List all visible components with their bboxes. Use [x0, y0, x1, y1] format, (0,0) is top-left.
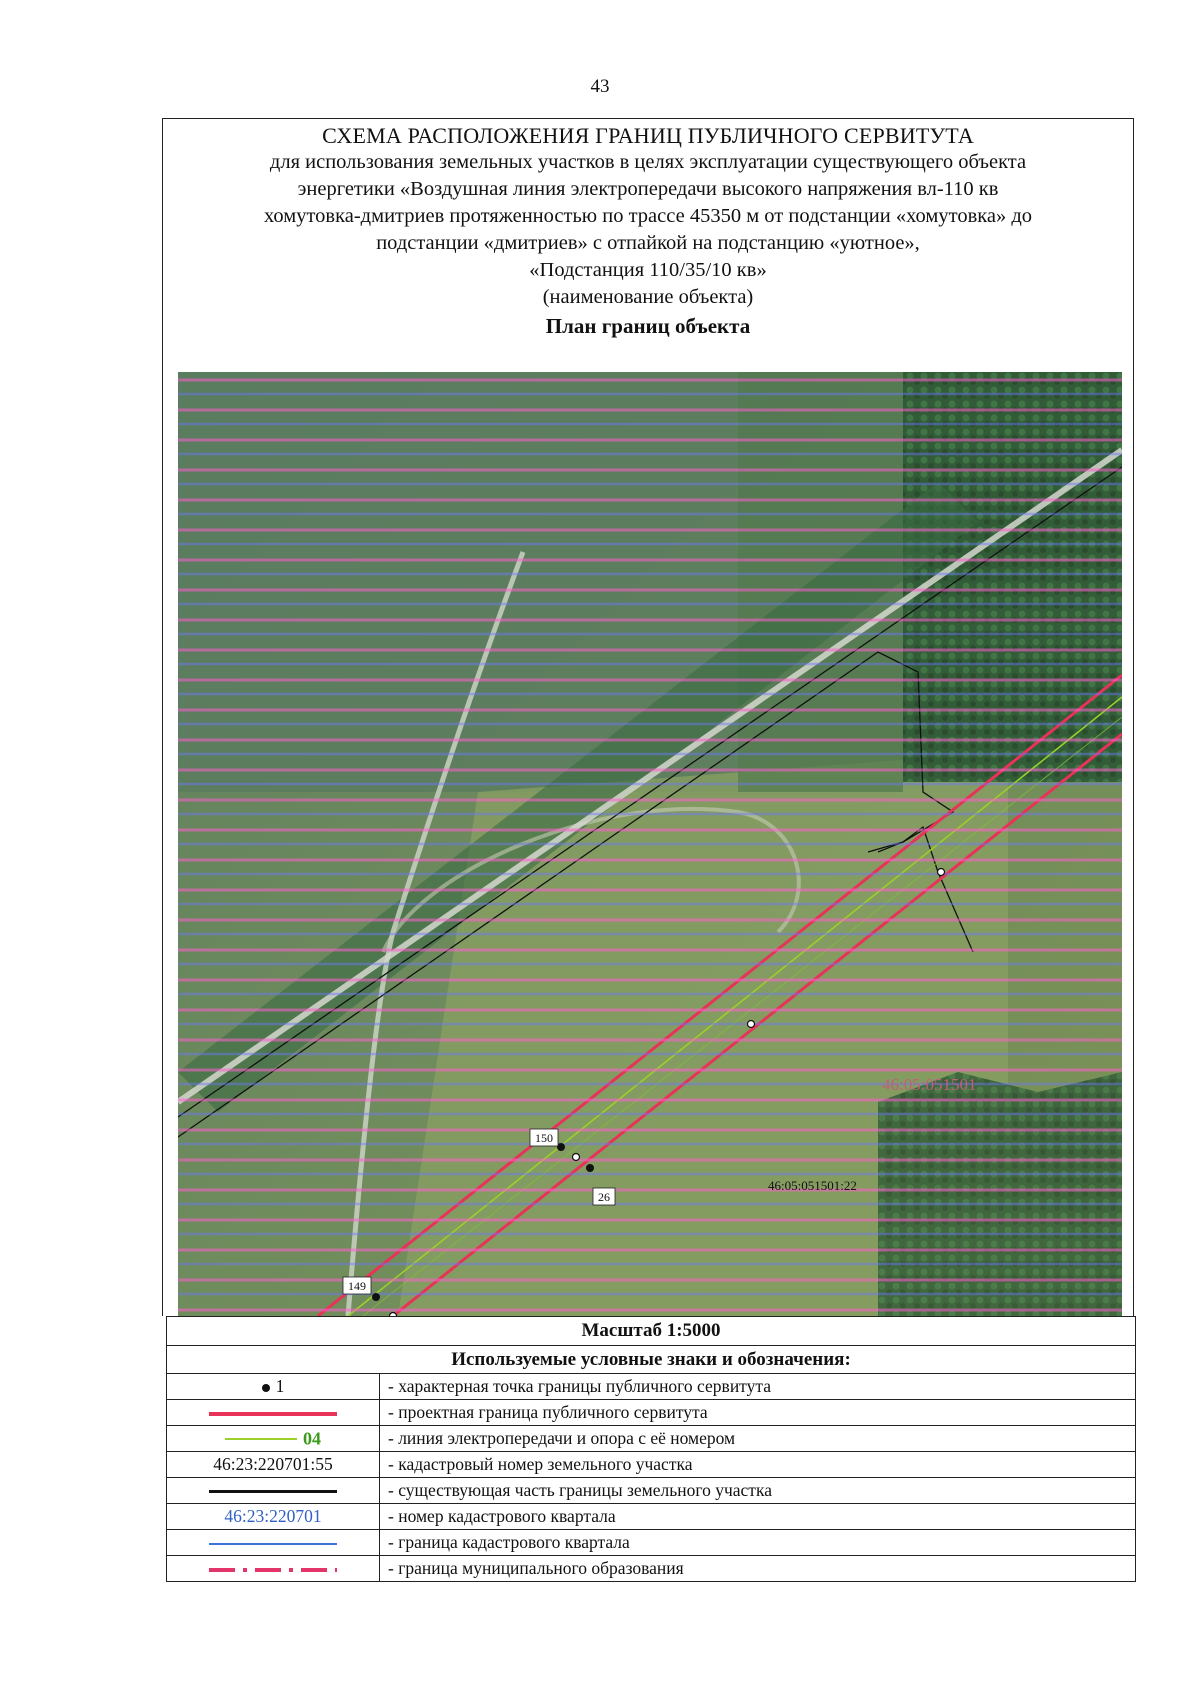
legend-desc: - проектная граница публичного сервитута [380, 1400, 1136, 1426]
legend-symbol [167, 1478, 380, 1504]
legend-symbol [167, 1452, 380, 1478]
map-svg[interactable] [178, 372, 1122, 1316]
object-description-line: «Подстанция 110/35/10 кв» [529, 259, 767, 281]
pole-number-icon: 04 [303, 1428, 321, 1449]
boundary-point[interactable] [372, 1293, 380, 1301]
green-line-icon [225, 1438, 297, 1440]
point-label: 150 [535, 1131, 553, 1145]
dash-dot-line-icon [209, 1568, 337, 1572]
legend-desc: - номер кадастрового квартала [380, 1504, 1136, 1530]
legend-symbol [167, 1504, 380, 1530]
legend-row [167, 1374, 1136, 1400]
legend-row [167, 1426, 1136, 1452]
legend-row [167, 1478, 1136, 1504]
legend-row [167, 1556, 1136, 1582]
legend-row [167, 1400, 1136, 1426]
legend-symbol-text: 46:23:220701 [224, 1506, 322, 1526]
legend-desc: - граница кадастрового квартала [380, 1530, 1136, 1556]
object-name-caption: (наименование объекта) [542, 286, 754, 308]
object-description-line: для использования земельных участков в целях эксплуатации существующего объекта [269, 151, 1027, 173]
scan-stripes [178, 372, 1122, 1316]
plan-title: План границ объекта [545, 314, 751, 338]
pole-marker[interactable] [573, 1154, 580, 1161]
black-dot-icon [262, 1384, 270, 1392]
page-number: 43 [590, 76, 610, 97]
legend-symbol-text: 1 [275, 1376, 285, 1396]
legend-symbol [167, 1426, 380, 1452]
legend-row [167, 1452, 1136, 1478]
red-line-icon [209, 1412, 337, 1416]
blue-line-icon [209, 1543, 337, 1545]
legend-symbol [167, 1556, 380, 1582]
legend-desc: - граница муниципального образования [380, 1556, 1136, 1582]
black-line-icon [209, 1490, 337, 1493]
scale-label: Масштаб 1:5000 [167, 1317, 1136, 1346]
scheme-title: СХЕМА РАСПОЛОЖЕНИЯ ГРАНИЦ ПУБЛИЧНОГО СЕРВИТУТА [322, 123, 974, 148]
legend-symbol [167, 1530, 380, 1556]
pole-marker[interactable] [938, 869, 945, 876]
header-box [162, 118, 1134, 374]
boundary-point[interactable] [586, 1164, 594, 1172]
object-description-line: хомутовка-дмитриев протяженностью по трассе 45350 м от подстанции «хомутовка» до [263, 205, 1033, 227]
parcel-number-label: 46:05:051501:22 [768, 1178, 857, 1193]
legend-desc: - кадастровый номер земельного участка [380, 1452, 1136, 1478]
object-description-line: подстанции «дмитриев» с отпайкой на подстанцию «уютное», [376, 232, 920, 254]
legend-desc: - существующая часть границы земельного участка [380, 1478, 1136, 1504]
legend-desc: - линия электропередачи и опора с её номером [380, 1426, 1136, 1452]
pole-marker[interactable] [748, 1021, 755, 1028]
point-label: 26 [598, 1190, 610, 1204]
legend-heading: Используемые условные знаки и обозначения: [167, 1346, 1136, 1374]
legend-symbol [167, 1400, 380, 1426]
point-label: 149 [348, 1279, 366, 1293]
legend-table [166, 1316, 1136, 1582]
quarter-number-label: 46:05:051501 [882, 1075, 977, 1094]
legend-row [167, 1530, 1136, 1556]
legend-desc: - характерная точка границы публичного сервитута [380, 1374, 1136, 1400]
object-description-line: энергетики «Воздушная линия электропередачи высокого напряжения вл-110 кв [297, 178, 999, 200]
legend-symbol-text: 46:23:220701:55 [213, 1454, 333, 1474]
legend-row [167, 1504, 1136, 1530]
legend-symbol [167, 1374, 380, 1400]
map-area[interactable] [178, 372, 1122, 1316]
